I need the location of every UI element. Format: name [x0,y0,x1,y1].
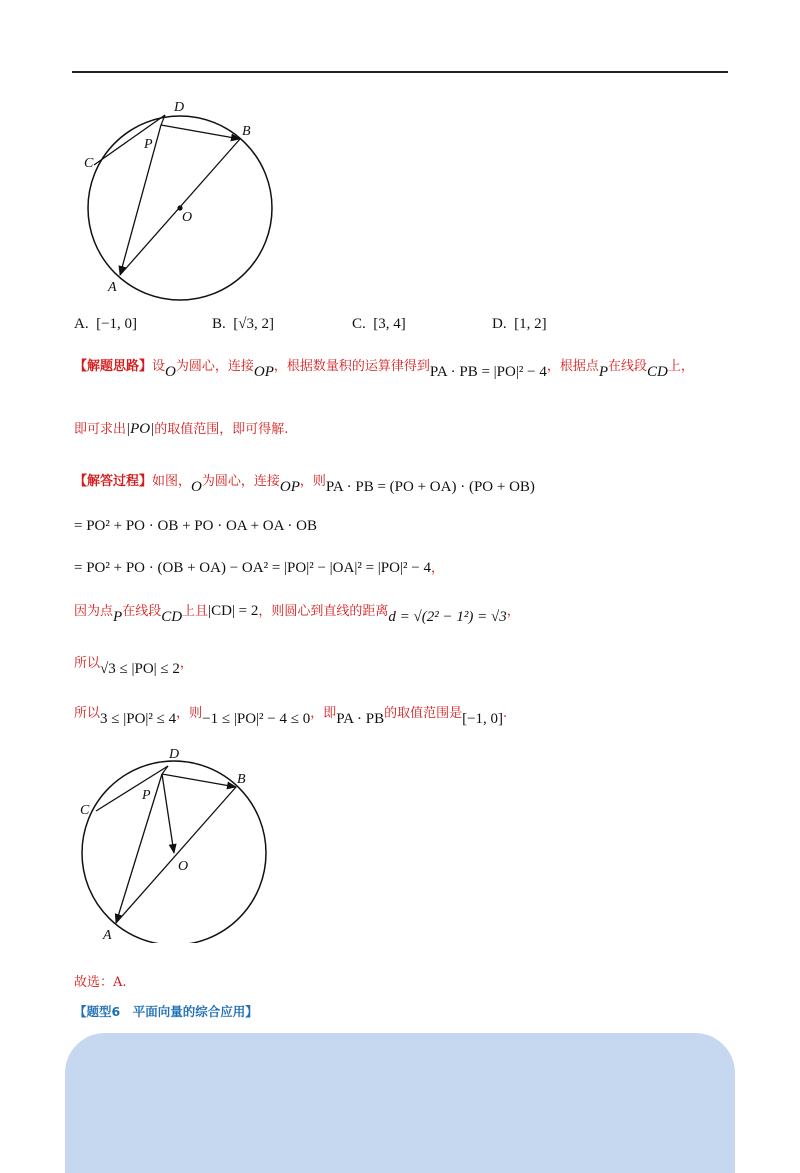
option-d: D. [1, 2] [492,316,547,332]
solution-idea-line: 【解题思路】设O为圆心，连接OP，根据数量积的运算律得到PA · PB = |PO|² − 4，根据点P在线段CD上， [74,359,694,380]
label-b: B [237,772,246,787]
because-line: 因为点P在线段CD上且|CD| = 2，则圆心到直线的距离d = √(2² − 1²) = √3， [74,603,520,625]
equation-line-2: = PO² + PO · OB + PO · OA + OA · OB [74,518,317,534]
label-b: B [242,124,251,139]
circle-figure-2 [70,743,280,943]
chord-cd [94,115,165,165]
label-p: P [142,788,151,803]
solution-idea-line-2: 即可求出|PO|的取值范围，即可得解. [74,421,289,437]
label-a: A [108,280,117,295]
label-a: A [103,928,112,943]
answer-options [74,316,634,340]
label-d: D [174,100,185,115]
header-rule [72,71,728,73]
solution-process-line: 【解答过程】如图，O为圆心，连接OP，则PA · PB = (PO + OA) · (PO + OB) [74,474,535,495]
label-c: C [84,156,94,171]
answer-line: 故选：A. [74,975,127,990]
option-a: A. [−1, 0] [74,316,138,332]
label-o: O [178,859,189,874]
vector-pa [116,774,162,923]
section-heading: 【题型6 平面向量的综合应用】 [74,1004,258,1019]
diameter-ab [116,787,236,923]
label-p: P [144,137,153,152]
so-line-2: 所以3 ≤ |PO|² ≤ 4，则−1 ≤ |PO|² − 4 ≤ 0，即PA · PB的取值范围是[−1, 0]. [74,706,508,727]
question-panel [65,1033,735,1173]
option-b: B. [√3, 2] [212,316,274,332]
label-d: D [169,747,180,762]
label-o: O [182,210,193,225]
circle-figure-1 [60,95,300,305]
vector-pb [161,125,240,139]
vector-po [162,774,174,853]
so-line-1: 所以√3 ≤ |PO| ≤ 2， [74,656,193,677]
equation-line-3: = PO² + PO · (OB + OA) − OA² = |PO|² − |OA|² = |PO|² − 4， [74,560,444,576]
option-c: C. [3, 4] [352,316,406,332]
label-c: C [80,803,90,818]
